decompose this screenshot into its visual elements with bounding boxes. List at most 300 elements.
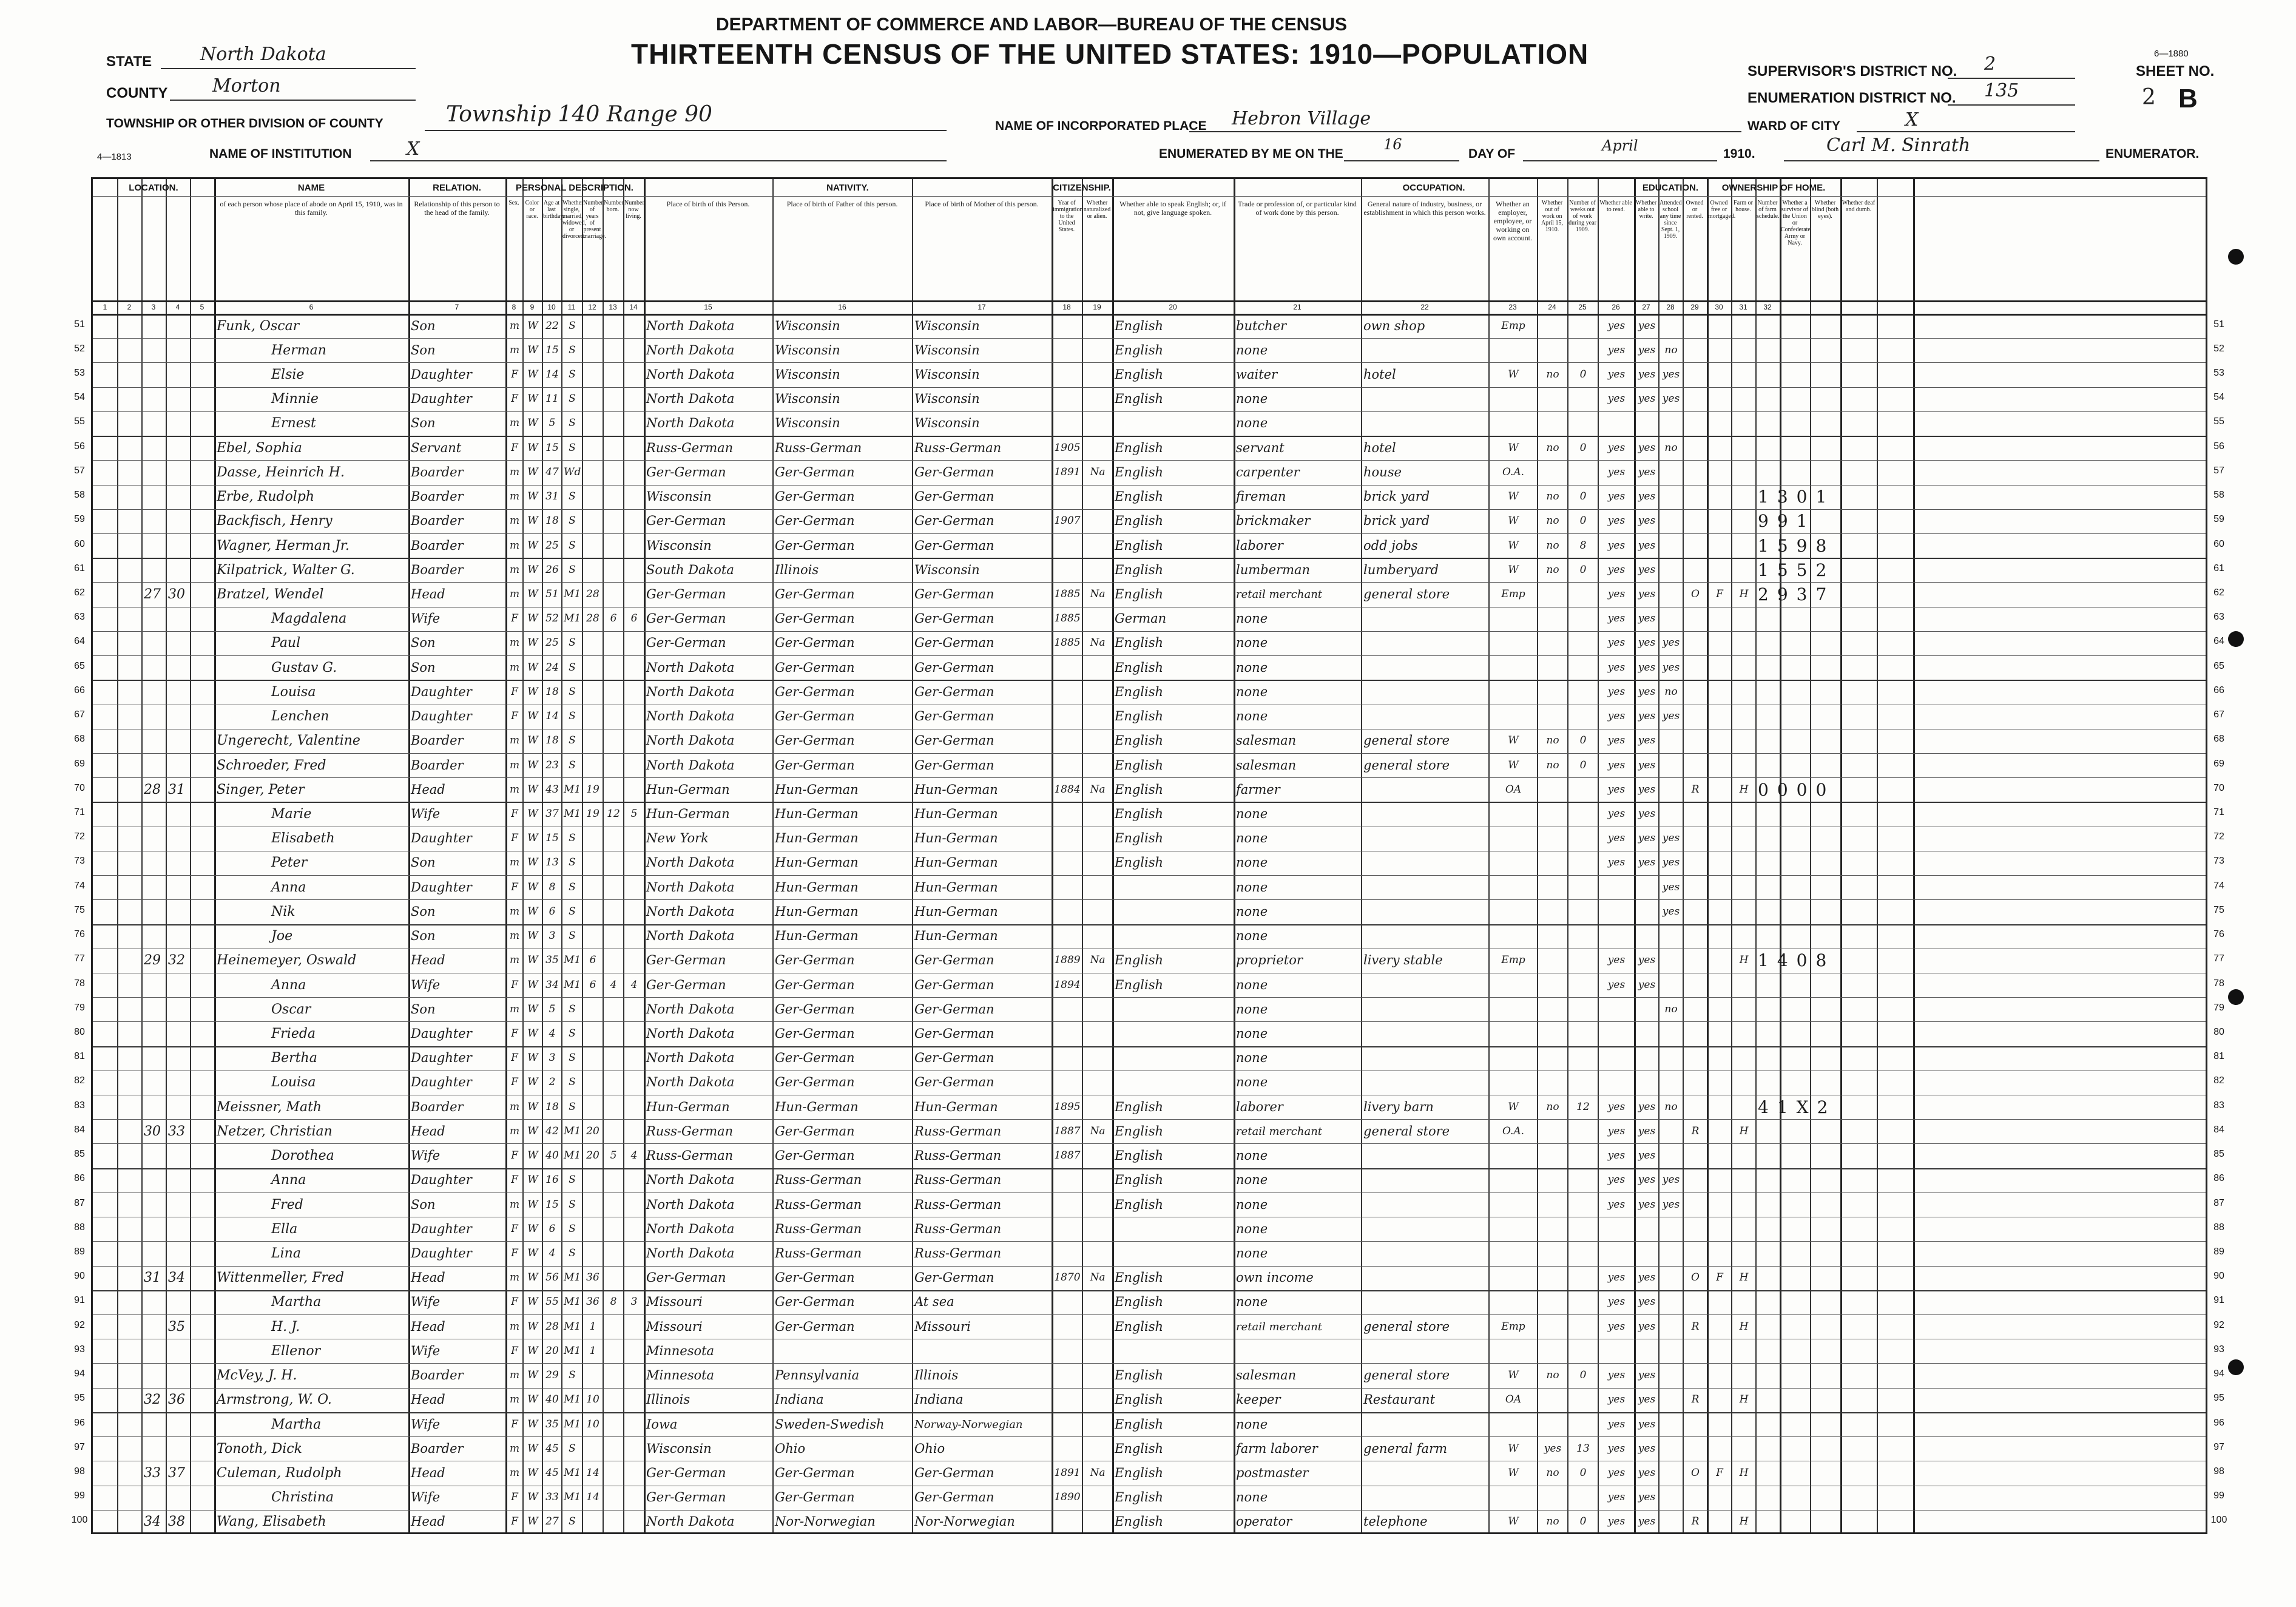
cell-sc: no bbox=[1664, 1100, 1678, 1113]
cell-bp: North Dakota bbox=[646, 1514, 735, 1529]
subhead-owned: Owned or rented. bbox=[1686, 200, 1704, 220]
cell-trade: none bbox=[1236, 879, 1268, 895]
cell-bm: Hun-German bbox=[914, 1099, 998, 1114]
cell-ms: S bbox=[569, 710, 576, 723]
cell-trade: none bbox=[1236, 1026, 1268, 1041]
line-number: 89 bbox=[74, 1246, 85, 1257]
cell-bp: North Dakota bbox=[646, 684, 735, 699]
cell-sex: m bbox=[509, 1369, 520, 1382]
cell-name: Elsie bbox=[271, 367, 305, 383]
punch-hole-2 bbox=[2228, 631, 2244, 647]
cell-bf: Russ-German bbox=[775, 440, 862, 455]
cell-trade: fireman bbox=[1236, 489, 1286, 504]
cell-col: W bbox=[527, 1369, 538, 1382]
line-number: 86 bbox=[74, 1173, 85, 1184]
column-number: 25 bbox=[1578, 303, 1587, 311]
cell-sex: F bbox=[511, 1076, 518, 1089]
cell-bp: Hun-German bbox=[646, 1099, 730, 1114]
cell-fm: F bbox=[1716, 1466, 1723, 1479]
line-number: 91 bbox=[74, 1295, 85, 1306]
line-number: 68 bbox=[74, 734, 85, 745]
cell-ms: M1 bbox=[564, 1393, 581, 1406]
cell-sex: m bbox=[509, 1466, 520, 1479]
cell-bf: Hun-German bbox=[775, 831, 859, 846]
cell-sex: F bbox=[511, 1222, 518, 1235]
cell-name: Armstrong, W. O. bbox=[217, 1392, 332, 1408]
cell-bm: Ger-German bbox=[914, 757, 994, 773]
cell-ms: S bbox=[569, 539, 576, 552]
cell-rel: Boarder bbox=[411, 489, 464, 504]
cell-age: 18 bbox=[545, 685, 559, 698]
cell-bp: Ger-German bbox=[646, 1490, 726, 1505]
cell-age: 45 bbox=[545, 1466, 559, 1479]
cell-rel: Son bbox=[411, 1197, 436, 1212]
column-number: 20 bbox=[1169, 303, 1177, 311]
cell-sch: 41X2 bbox=[1758, 1097, 1837, 1117]
line-number: 82 bbox=[74, 1075, 85, 1086]
cell-nat: Na bbox=[1090, 588, 1106, 601]
line-number: 78 bbox=[2213, 978, 2224, 989]
cell-cb: 8 bbox=[610, 1296, 617, 1308]
cell-col: W bbox=[527, 343, 538, 356]
cell-age: 15 bbox=[545, 441, 559, 454]
column-number: 28 bbox=[1666, 303, 1675, 311]
cell-age: 18 bbox=[545, 515, 559, 527]
cell-fam: 38 bbox=[168, 1514, 185, 1530]
cell-bf: Pennsylvania bbox=[775, 1368, 860, 1383]
line-number: 78 bbox=[74, 978, 85, 989]
cell-bf: Russ-German bbox=[775, 1245, 862, 1260]
cell-lang: English bbox=[1115, 1123, 1164, 1138]
cell-rel: Wife bbox=[411, 1416, 441, 1432]
cell-bf: Wisconsin bbox=[775, 391, 840, 407]
cell-sex: F bbox=[511, 808, 518, 820]
cell-lang: English bbox=[1115, 684, 1164, 699]
cell-rel: Son bbox=[411, 318, 436, 333]
cell-ow: no bbox=[1546, 490, 1559, 503]
cell-name: Meissner, Math bbox=[217, 1099, 322, 1115]
cell-bp: North Dakota bbox=[646, 879, 735, 895]
cell-rd: yes bbox=[1607, 319, 1626, 332]
cell-sc: yes bbox=[1662, 393, 1680, 405]
cell-sc: no bbox=[1664, 441, 1678, 454]
cell-bp: North Dakota bbox=[646, 1050, 735, 1066]
cell-age: 11 bbox=[545, 393, 559, 405]
cell-ow: no bbox=[1546, 1100, 1559, 1113]
cell-bp: North Dakota bbox=[646, 1172, 735, 1188]
cell-col: W bbox=[527, 1003, 538, 1015]
line-number: 84 bbox=[2213, 1124, 2224, 1135]
line-number: 69 bbox=[74, 758, 85, 769]
cell-col: W bbox=[527, 515, 538, 527]
cell-bf: Ger-German bbox=[775, 1270, 855, 1285]
cell-rel: Daughter bbox=[411, 684, 472, 699]
cell-ind: telephone bbox=[1363, 1514, 1428, 1529]
line-number: 97 bbox=[2213, 1441, 2224, 1452]
cell-bp: North Dakota bbox=[646, 855, 735, 870]
cell-rel: Daughter bbox=[411, 709, 472, 724]
form-code-left: 4—1813 bbox=[97, 152, 132, 162]
cell-ind: brick yard bbox=[1363, 513, 1430, 529]
cell-wk: 0 bbox=[1579, 1466, 1587, 1479]
cell-age: 5 bbox=[549, 1003, 556, 1015]
enumeration-label: ENUMERATION DISTRICT NO. bbox=[1747, 90, 1956, 106]
cell-lang: English bbox=[1115, 562, 1164, 577]
cell-ym: 19 bbox=[586, 783, 599, 796]
column-number: 24 bbox=[1548, 303, 1556, 311]
line-number: 60 bbox=[74, 538, 85, 549]
cell-sex: m bbox=[509, 319, 520, 332]
cell-wr: yes bbox=[1638, 490, 1656, 503]
cell-wr: yes bbox=[1638, 759, 1656, 771]
cell-nat: Na bbox=[1090, 1125, 1106, 1137]
cell-trade: retail merchant bbox=[1236, 588, 1323, 601]
line-number: 76 bbox=[74, 929, 85, 940]
cell-col: W bbox=[527, 734, 538, 747]
cell-col: W bbox=[527, 1418, 538, 1430]
subhead-free: Owned free or mortgaged. bbox=[1708, 200, 1736, 220]
cell-emp: W bbox=[1508, 1466, 1519, 1479]
line-number: 72 bbox=[74, 831, 85, 842]
cell-nat: Na bbox=[1090, 465, 1106, 478]
cell-imm: 1895 bbox=[1054, 1100, 1081, 1113]
cell-wr: yes bbox=[1638, 1393, 1656, 1406]
cell-sex: F bbox=[511, 1174, 518, 1186]
cell-rd: yes bbox=[1607, 637, 1626, 649]
line-number: 80 bbox=[74, 1026, 85, 1037]
cell-sex: m bbox=[509, 515, 520, 527]
cell-trade: none bbox=[1236, 855, 1268, 870]
cell-name: Wagner, Herman Jr. bbox=[217, 538, 349, 553]
cell-wk: 0 bbox=[1579, 368, 1587, 381]
line-number: 51 bbox=[2213, 319, 2224, 330]
cell-trade: none bbox=[1236, 831, 1268, 846]
cell-ms: S bbox=[569, 1222, 576, 1235]
cell-bp: Ger-German bbox=[646, 611, 726, 626]
cell-rd: yes bbox=[1607, 393, 1626, 405]
line-number: 94 bbox=[74, 1368, 85, 1379]
column-number: 2 bbox=[127, 303, 132, 311]
cell-ind: hotel bbox=[1363, 440, 1396, 455]
incorporated-value: Hebron Village bbox=[1232, 108, 1371, 129]
cell-age: 18 bbox=[545, 734, 559, 747]
cell-fam: 37 bbox=[168, 1465, 185, 1481]
cell-ms: M1 bbox=[564, 588, 581, 601]
cell-trade: salesman bbox=[1236, 757, 1297, 773]
cell-trade: none bbox=[1236, 1001, 1268, 1017]
cell-own: R bbox=[1691, 783, 1700, 796]
cell-name: Bertha bbox=[271, 1050, 317, 1066]
cell-ms: M1 bbox=[564, 954, 581, 967]
subhead-school: Attended school any time since Sept. 1, 1909. bbox=[1660, 200, 1682, 240]
cell-name: Heinemeyer, Oswald bbox=[217, 953, 357, 969]
cell-sex: F bbox=[511, 393, 518, 405]
line-number: 58 bbox=[2213, 490, 2224, 501]
cell-bf: Ger-German bbox=[775, 757, 855, 773]
line-number: 88 bbox=[74, 1222, 85, 1233]
cell-ms: S bbox=[569, 515, 576, 527]
cell-ind: hotel bbox=[1363, 367, 1396, 382]
cell-own: O bbox=[1691, 1466, 1700, 1479]
cell-sex: F bbox=[511, 368, 518, 381]
cell-imm: 1885 bbox=[1054, 612, 1081, 625]
cell-rel: Wife bbox=[411, 1148, 441, 1163]
cell-lang: English bbox=[1115, 660, 1164, 675]
cell-bf: Ger-German bbox=[775, 1001, 855, 1017]
cell-trade: none bbox=[1236, 1148, 1268, 1163]
cell-emp: W bbox=[1508, 563, 1519, 576]
cell-age: 35 bbox=[545, 1418, 559, 1430]
cell-trade: farm laborer bbox=[1236, 1441, 1318, 1456]
cell-sex: m bbox=[509, 930, 520, 942]
cell-name: Singer, Peter bbox=[217, 782, 305, 797]
line-number: 83 bbox=[2213, 1100, 2224, 1111]
ward-value: X bbox=[1905, 109, 1919, 130]
cell-col: W bbox=[527, 1052, 538, 1064]
cell-sch: 1408 bbox=[1758, 950, 1835, 971]
cell-ms: S bbox=[569, 637, 576, 649]
cell-rel: Head bbox=[411, 587, 445, 602]
cell-wr: yes bbox=[1638, 1296, 1656, 1308]
cell-lang: English bbox=[1115, 1197, 1164, 1212]
cell-cb: 12 bbox=[607, 808, 620, 820]
cell-ym: 36 bbox=[586, 1296, 599, 1308]
cell-age: 8 bbox=[549, 881, 556, 893]
cell-trade: brickmaker bbox=[1236, 513, 1311, 529]
cell-bp: North Dakota bbox=[646, 904, 735, 919]
cell-sex: F bbox=[511, 710, 518, 723]
subhead-trade: Trade or profession of, or particular kind of work done by this person. bbox=[1238, 200, 1357, 217]
column-number: 16 bbox=[838, 303, 846, 311]
subhead-write: Whether able to write. bbox=[1635, 200, 1657, 220]
cell-age: 31 bbox=[545, 490, 559, 503]
cell-bm: Wisconsin bbox=[914, 342, 980, 357]
cell-trade: lumberman bbox=[1236, 562, 1311, 577]
cell-ym: 36 bbox=[586, 1271, 599, 1284]
cell-bm: Hun-German bbox=[914, 879, 998, 895]
cell-nat: Na bbox=[1090, 1466, 1106, 1479]
cell-ind: lumberyard bbox=[1363, 562, 1439, 577]
cell-age: 4 bbox=[549, 1247, 556, 1259]
subhead-birth-person: Place of birth of this Person. bbox=[666, 200, 750, 208]
cell-sex: F bbox=[511, 441, 518, 454]
column-number: 19 bbox=[1093, 303, 1101, 311]
cell-lang: English bbox=[1115, 1270, 1164, 1285]
cell-lang: English bbox=[1115, 1392, 1164, 1407]
cell-age: 13 bbox=[545, 856, 559, 869]
cell-ms: S bbox=[569, 832, 576, 845]
cell-wr: yes bbox=[1638, 1149, 1656, 1162]
column-number: 5 bbox=[200, 303, 204, 311]
cell-wr: yes bbox=[1638, 954, 1656, 967]
cell-bm: Norway-Norwegian bbox=[914, 1418, 1023, 1431]
line-number: 63 bbox=[74, 612, 85, 623]
cell-sc: yes bbox=[1662, 368, 1680, 381]
cell-sc: yes bbox=[1662, 1174, 1680, 1186]
line-number: 92 bbox=[2213, 1319, 2224, 1330]
line-number: 63 bbox=[2213, 612, 2224, 623]
line-number: 54 bbox=[2213, 392, 2224, 403]
cell-sc: yes bbox=[1662, 1198, 1680, 1211]
cell-own: O bbox=[1691, 1271, 1700, 1284]
cell-ms: S bbox=[569, 905, 576, 918]
cell-dw: 30 bbox=[144, 1123, 161, 1139]
cell-bm: Ger-German bbox=[914, 1001, 994, 1017]
cell-col: W bbox=[527, 1222, 538, 1235]
cell-rel: Head bbox=[411, 953, 445, 968]
cell-rd: yes bbox=[1607, 1125, 1626, 1137]
cell-wr: yes bbox=[1638, 1369, 1656, 1382]
line-number: 83 bbox=[74, 1100, 85, 1111]
cell-ms: M1 bbox=[564, 1271, 581, 1284]
cell-age: 45 bbox=[545, 1442, 559, 1455]
cell-ms: S bbox=[569, 319, 576, 332]
cell-bf: Russ-German bbox=[775, 1197, 862, 1212]
cell-ow: no bbox=[1546, 734, 1559, 747]
cell-ms: M1 bbox=[564, 1296, 581, 1308]
subhead-naturalized: Whether naturalized or alien. bbox=[1083, 200, 1111, 220]
cell-bm: Russ-German bbox=[914, 1197, 1002, 1212]
cell-name: Christina bbox=[271, 1490, 334, 1506]
cell-rd: yes bbox=[1607, 1442, 1626, 1455]
line-number: 51 bbox=[74, 319, 85, 330]
cell-rel: Boarder bbox=[411, 513, 464, 529]
subhead-weeks-out: Number of weeks out of work during year 1909. bbox=[1568, 200, 1596, 233]
cell-bp: North Dakota bbox=[646, 660, 735, 675]
supervisor-label: SUPERVISOR'S DISTRICT NO. bbox=[1747, 63, 1957, 80]
cell-bp: Hun-German bbox=[646, 807, 730, 821]
cell-name: Kilpatrick, Walter G. bbox=[217, 562, 355, 578]
cell-rel: Son bbox=[411, 342, 436, 357]
cell-fam: 34 bbox=[168, 1270, 185, 1286]
enumerator-label: ENUMERATOR. bbox=[2105, 147, 2200, 161]
cell-name: Joe bbox=[271, 929, 293, 944]
column-number: 12 bbox=[588, 303, 596, 311]
cell-wr: yes bbox=[1638, 393, 1656, 405]
cell-rel: Son bbox=[411, 635, 436, 651]
cell-sex: m bbox=[509, 1320, 520, 1333]
cell-trade: none bbox=[1236, 1221, 1268, 1236]
cell-ow: yes bbox=[1544, 1442, 1562, 1455]
cell-bf: Nor-Norwegian bbox=[775, 1514, 876, 1529]
cell-name: Netzer, Christian bbox=[217, 1123, 333, 1139]
line-number: 90 bbox=[2213, 1271, 2224, 1282]
cell-cb: 5 bbox=[610, 1149, 617, 1162]
cell-trade: none bbox=[1236, 1075, 1268, 1090]
cell-fam: 36 bbox=[168, 1392, 185, 1408]
cell-ms: S bbox=[569, 759, 576, 771]
cell-wr: yes bbox=[1638, 783, 1656, 796]
cell-wr: yes bbox=[1638, 612, 1656, 625]
cell-bm: Ger-German bbox=[914, 709, 994, 724]
cell-bp: Ger-German bbox=[646, 513, 726, 529]
cell-rd: yes bbox=[1607, 343, 1626, 356]
cell-bp: New York bbox=[646, 831, 709, 846]
cell-wr: yes bbox=[1638, 1100, 1656, 1113]
subhead-relation-desc: Relationship of this person to the head of the family. bbox=[414, 200, 500, 217]
cell-sex: m bbox=[509, 954, 520, 967]
cell-sex: m bbox=[509, 1198, 520, 1211]
cell-rd: yes bbox=[1607, 1466, 1626, 1479]
cell-col: W bbox=[527, 1393, 538, 1406]
line-number: 86 bbox=[2213, 1173, 2224, 1184]
cell-bm: Nor-Norwegian bbox=[914, 1514, 1015, 1529]
cell-name: Dasse, Heinrich H. bbox=[217, 464, 345, 480]
cell-sex: m bbox=[509, 1442, 520, 1455]
cell-bp: North Dakota bbox=[646, 733, 735, 748]
cell-col: W bbox=[527, 1442, 538, 1455]
cell-bm: Ger-German bbox=[914, 1465, 994, 1480]
cell-ms: S bbox=[569, 1198, 576, 1211]
institution-label: NAME OF INSTITUTION bbox=[209, 147, 352, 161]
cell-bm: Ger-German bbox=[914, 489, 994, 504]
cell-lang: English bbox=[1115, 464, 1164, 479]
cell-fh: H bbox=[1739, 954, 1749, 967]
cell-age: 23 bbox=[545, 759, 559, 771]
sheet-value: 2 bbox=[2142, 85, 2156, 110]
group-name: NAME bbox=[297, 183, 325, 193]
cell-lang: English bbox=[1115, 1294, 1164, 1310]
cell-name: Dorothea bbox=[271, 1148, 334, 1164]
cell-sex: m bbox=[509, 490, 520, 503]
cell-ms: S bbox=[569, 393, 576, 405]
cell-cb: 4 bbox=[610, 978, 617, 991]
cell-ms: M1 bbox=[564, 1125, 581, 1137]
subhead-veteran: Whether a survivor of the Union or Confederate Army or Navy. bbox=[1781, 200, 1811, 246]
cell-nat: Na bbox=[1090, 954, 1106, 967]
county-value: Morton bbox=[212, 75, 281, 96]
cell-bf: Ger-German bbox=[775, 587, 855, 602]
cell-bp: Minnesota bbox=[646, 1368, 715, 1383]
cell-sex: F bbox=[511, 685, 518, 698]
cell-lang: English bbox=[1115, 1099, 1164, 1114]
cell-age: 20 bbox=[545, 1344, 559, 1357]
cell-bf: Illinois bbox=[775, 562, 819, 577]
cell-col: W bbox=[527, 905, 538, 918]
cell-bm: Ger-German bbox=[914, 1075, 994, 1090]
line-number: 61 bbox=[2213, 563, 2224, 573]
subhead-farm: Farm or house. bbox=[1734, 200, 1753, 213]
cell-age: 33 bbox=[545, 1491, 559, 1504]
cell-rel: Daughter bbox=[411, 1075, 472, 1090]
line-number: 56 bbox=[2213, 441, 2224, 452]
cell-rel: Head bbox=[411, 1514, 445, 1529]
column-number: 27 bbox=[1642, 303, 1650, 311]
cell-imm: 1894 bbox=[1054, 978, 1081, 991]
cell-col: W bbox=[527, 1125, 538, 1137]
cell-dw: 33 bbox=[144, 1465, 161, 1481]
cell-col: W bbox=[527, 368, 538, 381]
cell-emp: W bbox=[1508, 1442, 1519, 1455]
cell-imm: 1905 bbox=[1054, 441, 1081, 454]
cell-trade: none bbox=[1236, 660, 1268, 675]
cell-ym: 6 bbox=[589, 978, 596, 991]
column-number: 1 bbox=[103, 303, 107, 311]
line-number: 85 bbox=[2213, 1149, 2224, 1160]
cell-ow: no bbox=[1546, 515, 1559, 527]
cell-own: O bbox=[1691, 588, 1700, 601]
subhead-children-born: Number born. bbox=[604, 200, 624, 213]
cell-bp: North Dakota bbox=[646, 1197, 735, 1212]
cell-emp: W bbox=[1508, 734, 1519, 747]
cell-sex: F bbox=[511, 1418, 518, 1430]
cell-sex: F bbox=[511, 1052, 518, 1064]
cell-col: W bbox=[527, 1515, 538, 1528]
cell-ym: 28 bbox=[586, 612, 599, 625]
cell-bp: Missouri bbox=[646, 1294, 703, 1310]
cell-bf: Wisconsin bbox=[775, 318, 840, 333]
cell-wr: yes bbox=[1638, 1491, 1656, 1504]
